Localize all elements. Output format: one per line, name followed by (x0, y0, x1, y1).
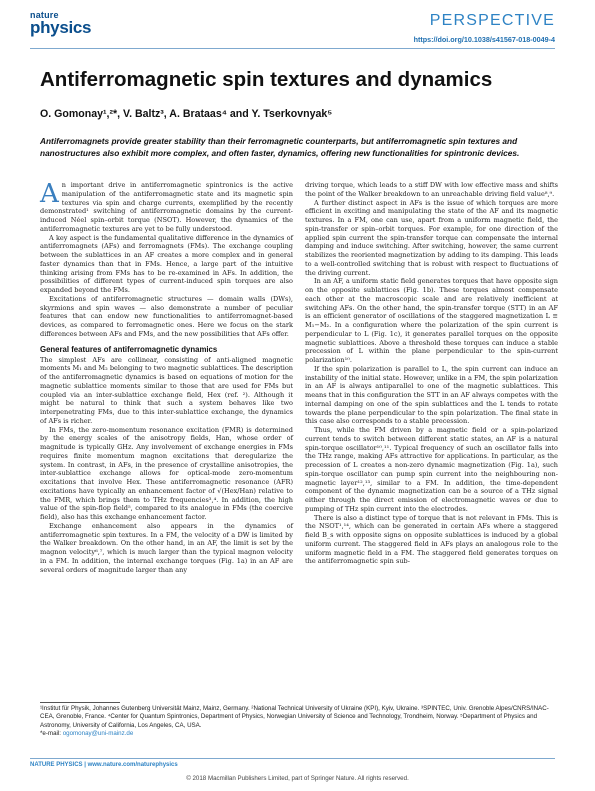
right-column (305, 181, 558, 566)
journal-footer[interactable]: NATURE PHYSICS | www.nature.com/naturephysics (30, 762, 178, 768)
drop-cap: A (40, 179, 59, 209)
copyright-notice: © 2018 Macmillan Publishers Limited, part of Springer Nature. All rights reserved. (186, 775, 409, 782)
paragraph: If the spin polarization is parallel to L, the spin current can induce an instability of the initial state. However, unlike in a FM, the spin polarization in an AF is always antiparallel to one of the magnetic sublattices. This means that in this configuration the STT in an AF always competes with the internal damping on one of the spin sublattices and the L tends to rotate towards the plane perpendicular to the spin polarization. The final state in this case also corresponds to a stable precession. (305, 364, 558, 426)
paragraph: In an AF, a uniform static field generates torques that have opposite sign on the opposite sublattices (Fig. 1b). These torques almost compensate each other at the macroscopic scale and are relatively inefficient at switching AFs. On the other hand, the spin-transfer torque (STT) in an AF is an efficient generator of oscillations of the staggered magnetization L ≡ M₁−M₂. In a configuration where the polarization of the spin current is perpendicular to L (Fig. 1c), it generates parallel torques on the opposite magnetic sublattices. Above a threshold these torques can induce a stable precession of L within the plane perpendicular to the spin-current polarization¹⁰. (305, 277, 558, 364)
logo-line-physics: physics (30, 18, 92, 37)
author-list: O. Gomonay¹,²*, V. Baltz³, A. Brataas⁴ and Y. Tserkovnyak⁵ (40, 108, 333, 120)
footnote-divider (40, 702, 120, 703)
affiliations (40, 705, 560, 739)
email-link[interactable]: ogomonay@uni-mainz.de (62, 730, 134, 738)
paragraph: Excitations of antiferromagnetic structures — domain walls (DWs), skyrmions and spin waves — also demonstrate a number of peculiar features that can endow new functionalities to antiferromagnet-based devices, as compared to ferromagnetic ones. Here we focus on the stark differences between AFs and FMs, and the new possibilities that AFs offer. (40, 294, 293, 338)
paragraph: The simplest AFs are collinear, consisting of anti-aligned magnetic moments M₁ and M₂ belonging to two magnetic sublattices. The description of the antiferromagnetic dynamics is based on equations of motion for the magnetic sublattice moments similar to those that are used for FMs but coupled via an inter-sublattice exchange field, Hex (ref. ²). Although it might be natural to think that such a system behaves like two interpenetrating FMs, due to this inter-sublattice exchange, the dynamics of AFs is richer. (40, 355, 293, 425)
paragraph-text: n important drive in antiferromagnetic spintronics is the active manipulation of the antiferromagnetic state and its magnetic spin textures via spin and charge currents, exemplified by the recently demonstrated¹ switching of antiferromagnetic domains by the current-induced Néel spin–orbit torque (NSOT). However, the dynamics of the antiferromagnetic textures are yet to be fully understood. (40, 181, 293, 233)
paragraph: In FMs, the zero-momentum resonance excitation (FMR) is determined by the energy scales of the anisotropy fields, Han, whose order of magnitude is typically GHz. Any involvement of exchange energies in FMs requires finite momentum magnon excitations that deregularize the system. In contrast, in AFs, in the presence of crystalline anisotropies, the inter-sublattice exchange allows for optical-mode zero-momentum excitations that involve Hex. These antiferromagnetic resonance (AFR) excitations have typically an enhancement factor of √(Hex/Han) relative to the FMR, which brings them to THz frequencies³,⁴. In addition, the high value of the spin-flop field⁵, compared to its analogue in FMs (the coercive field), also has this exchange enhancement factor. (40, 425, 293, 521)
left-column (40, 181, 293, 574)
journal-logo (30, 11, 90, 36)
paragraph: Thus, while the FM driven by a magnetic field or a spin-polarized current tends to switch between different static states, an AF is a natural spin-torque oscillator¹⁰,¹¹. Typical frequency of such an oscillator falls into the THz range, making AFs attractive for applications. In particular, as the precession of L creates a non-zero dynamic magnetization (Fig. 1a), such spin-torque oscillator can pump spin current into the neighbouring non-magnetic layer¹²,¹³, similar to a FM. In addition, the time-dependent component of the dynamic magnetization can be a source of a THz signal either through the direct emission of electromagnetic waves or due to pumping of THz spin current into the electrodes. (305, 426, 558, 513)
section-heading: General features of antiferromagnetic dynamics (40, 344, 218, 354)
paragraph: driving torque, which leads to a stiff DW with low effective mass and shifts the point of the Walker breakdown to an unreachable driving field value⁸,⁹. (305, 181, 558, 198)
section-label: PERSPECTIVE (429, 12, 555, 29)
paragraph: Exchange enhancement also appears in the dynamics of antiferromagnetic spin textures. In a FM, the velocity of a DW is limited by the Walker breakdown. On the other hand, in an AF, the limit is set by the magnon velocity⁶,⁷, which is much larger than the typical magnon velocity in a FM. In addition, the internal exchange torques (Fig. 1a) in an AF are several orders of magnitude larger than any (40, 521, 293, 574)
intro-paragraph (40, 181, 293, 234)
paragraph: A further distinct aspect in AFs is the issue of which torques are more efficient in exciting and manipulating the state of the AF and its magnetic textures. In a FM, one can use, apart from a uniform magnetic field, the spin-transfer or spin–orbit torques. For example, for one direction of the applied spin current the spin-transfer torque can compensate the internal damping and induce switching. After switching, however, the same current stabilizes the reoriented magnetization by adding to its damping. This leads to a well-controlled switching that is robust with respect to fluctuations of the driving current. (305, 198, 558, 277)
logo-line-nature: nature (30, 10, 59, 20)
email-label: *e-mail: (40, 730, 63, 738)
abstract: Antiferromagnets provide greater stability than their ferromagnetic counterparts, but antiferromagnetic spin textures and nanostructures also exhibit more complex, and often faster, dynamics, offering new functionalities for spintronic devices. (40, 136, 520, 158)
doi-link[interactable]: https://doi.org/10.1038/s41567-018-0049-4 (413, 35, 555, 44)
paragraph: A key aspect is the fundamental qualitative difference in the dynamics of antiferromagnets (AFs) and ferromagnets (FMs). The exchange coupling between the sublattices in an AF creates a more complex and in general faster dynamics than that in FMs. Hence, a large part of the intuitive thinking arising from FMs has to be re-examined in AFs. In addition, the possibilities of different types of current-induced spin torques are also expanded beyond the FMs. (40, 233, 293, 294)
header-divider (30, 48, 555, 49)
affiliation-text: ¹Institut für Physik, Johannes Gutenberg Universität Mainz, Mainz, Germany. ²National Technical University of Ukraine (KPI), Kyiv, Ukraine. ³SPINTEC, Univ. Grenoble Alpes/CNRS/INAC-CEA, Grenoble, France. ⁴Center for Quantum Spintronics, Department of Physics, Norwegian University of Science and Technology, Trondheim, Norway. ⁵Department of Physics and Astronomy, University of California, Los Angeles, CA, USA. (40, 705, 549, 729)
paragraph: There is also a distinct type of torque that is not relevant in FMs. This is the NSOT¹,¹⁴, which can be generated in certain AFs where a staggered field B_s with opposite signs on opposite sublattices is induced by a global uniform current. The staggered field in AFs plays an analogous role to the uniform magnetic field in a FM. The staggered field generates torques on the antiferromagnetic spin sub- (305, 513, 558, 566)
article-title: Antiferromagnetic spin textures and dynamics (40, 68, 493, 91)
footer-divider (30, 758, 555, 759)
